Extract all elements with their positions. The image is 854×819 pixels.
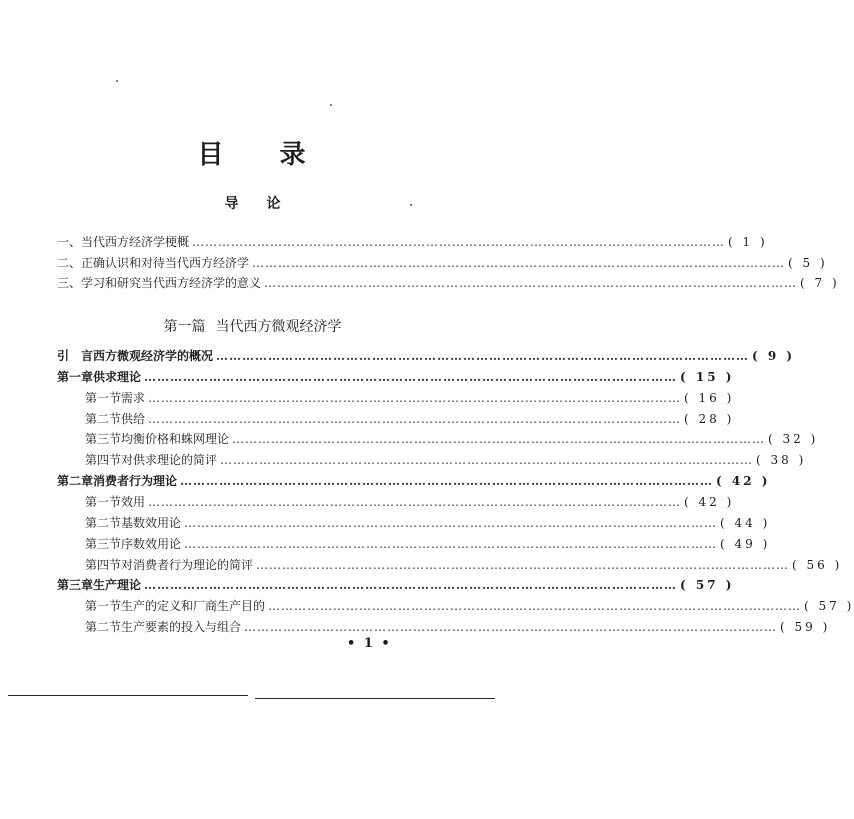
- toc-entry-label: 需求: [121, 391, 146, 405]
- toc-entry: [57, 254, 828, 274]
- dot-leader: ……………………………………………………………………………………………………………: [148, 391, 682, 405]
- dot-leader: ……………………………………………………………………………………………………………: [180, 474, 714, 488]
- toc-entry-label: 供求理论: [93, 370, 142, 384]
- dot-leader: ……………………………………………………………………………………………………………: [268, 599, 802, 613]
- toc-section-entry: [85, 597, 854, 617]
- title-char-1: 目: [197, 140, 226, 170]
- toc-chapter-entry: [57, 472, 771, 492]
- toc-entry-page: ( 57 ): [804, 599, 854, 613]
- toc-entry-page: ( 28 ): [684, 412, 735, 426]
- toc-entry-label: 对消费者行为理论的简评: [121, 558, 254, 572]
- toc-entry-prefix: 第一节: [85, 391, 122, 405]
- toc-section-entry: [85, 410, 735, 430]
- toc-entry-page: ( 44 ): [720, 516, 771, 530]
- toc-entry-page: ( 56 ): [792, 558, 843, 572]
- dot-leader: ……………………………………………………………………………………………………………: [144, 370, 678, 384]
- dot-leader: ……………………………………………………………………………………………………………: [220, 453, 754, 467]
- scan-speck: [330, 104, 332, 106]
- intro-heading-char-2: 论: [266, 196, 281, 212]
- toc-entry-page: ( 32 ): [768, 432, 819, 446]
- dot-leader: ……………………………………………………………………………………………………………: [148, 495, 682, 509]
- toc-entry-page: ( 9 ): [752, 349, 796, 363]
- toc-entry-page: ( 59 ): [780, 620, 831, 634]
- page-title: [0, 134, 505, 171]
- toc-section-entry: [85, 493, 735, 513]
- dot-leader: ……………………………………………………………………………………………………………: [148, 412, 682, 426]
- toc-entry-label: 生产的定义和厂商生产目的: [121, 599, 266, 613]
- dot-leader: ……………………………………………………………………………………………………………: [144, 578, 678, 592]
- toc-entry-page: ( 7 ): [800, 276, 840, 290]
- toc-entry-label: 基数效用论: [121, 516, 182, 530]
- title-char-2: 录: [279, 140, 308, 170]
- toc-entry-prefix: 第一节: [85, 495, 122, 509]
- toc-section-entry: [85, 451, 807, 471]
- scan-speck: [116, 80, 118, 82]
- toc-entry-label: 供给: [121, 412, 146, 426]
- toc-entry-prefix: 第三章: [57, 578, 94, 592]
- toc-section-entry: [85, 430, 819, 450]
- part-title: [0, 316, 505, 336]
- dot-leader: ……………………………………………………………………………………………………………: [216, 349, 750, 363]
- toc-entry-prefix: 第四节: [85, 558, 122, 572]
- toc-section-entry: [85, 535, 771, 555]
- dot-leader: ……………………………………………………………………………………………………………: [184, 537, 718, 551]
- toc-entry-page: ( 42 ): [716, 474, 771, 488]
- toc-section-entry: [85, 618, 831, 638]
- toc-entry-page: ( 16 ): [684, 391, 735, 405]
- toc-section-entry: [85, 556, 843, 576]
- toc-entry-prefix: 第二节: [85, 412, 122, 426]
- toc-entry-label: 一、当代西方经济学梗概: [57, 235, 190, 249]
- scan-line: [255, 698, 495, 699]
- toc-entry-prefix: 第三节: [85, 537, 122, 551]
- toc-entry-label: 生产理论: [93, 578, 142, 592]
- toc-entry-prefix: 第三节: [85, 432, 122, 446]
- dot-leader: ……………………………………………………………………………………………………………: [252, 256, 786, 270]
- part-title-name: 当代西方微观经济学: [215, 319, 342, 335]
- toc-entry-label: 效用: [121, 495, 146, 509]
- scan-line: [8, 695, 248, 696]
- toc-entry-label: 生产要素的投入与组合: [121, 620, 242, 634]
- toc-entry: [57, 274, 840, 294]
- part-title-number: 第一篇: [163, 319, 206, 335]
- toc-entry-prefix: 第四节: [85, 453, 122, 467]
- scan-speck: [410, 204, 412, 206]
- toc-entry-prefix: 第二章: [57, 474, 94, 488]
- dot-leader: ……………………………………………………………………………………………………………: [184, 516, 718, 530]
- toc-entry-page: ( 1 ): [728, 235, 768, 249]
- page-number: • 1 •: [347, 636, 392, 651]
- toc-entry-label: 消费者行为理论: [93, 474, 178, 488]
- toc-entry-label: 三、学习和研究当代西方经济学的意义: [57, 276, 262, 290]
- toc-entry-page: ( 5 ): [788, 256, 828, 270]
- toc-entry-page: ( 49 ): [720, 537, 771, 551]
- toc-section-entry: [85, 514, 771, 534]
- toc-entry: [57, 233, 768, 253]
- dot-leader: ……………………………………………………………………………………………………………: [244, 620, 778, 634]
- dot-leader: ……………………………………………………………………………………………………………: [232, 432, 766, 446]
- toc-section-entry: [85, 389, 735, 409]
- toc-entry-label: 序数效用论: [121, 537, 182, 551]
- toc-entry-prefix: 引 言: [57, 349, 94, 363]
- dot-leader: ……………………………………………………………………………………………………………: [256, 558, 790, 572]
- toc-entry-page: ( 42 ): [684, 495, 735, 509]
- toc-entry-label: 对供求理论的简评: [121, 453, 218, 467]
- toc-entry-page: ( 57 ): [680, 578, 735, 592]
- toc-entry-page: ( 15 ): [680, 370, 735, 384]
- dot-leader: ……………………………………………………………………………………………………………: [264, 276, 798, 290]
- intro-heading: [0, 193, 505, 213]
- toc-entry-label: 二、正确认识和对待当代西方经济学: [57, 256, 250, 270]
- toc-entry-label: 西方微观经济学的概况: [93, 349, 214, 363]
- toc-entry-prefix: 第一节: [85, 599, 122, 613]
- toc-entry-prefix: 第二节: [85, 620, 122, 634]
- toc-chapter-entry: [57, 368, 735, 388]
- toc-entry-prefix: 第一章: [57, 370, 94, 384]
- toc-entry-label: 均衡价格和蛛网理论: [121, 432, 230, 446]
- toc-chapter-entry: [57, 576, 735, 596]
- toc-entry-prefix: 第二节: [85, 516, 122, 530]
- toc-entry-page: ( 38 ): [756, 453, 807, 467]
- intro-heading-char-1: 导: [224, 196, 239, 212]
- toc-chapter-entry: [57, 347, 796, 367]
- dot-leader: ……………………………………………………………………………………………………………: [192, 235, 726, 249]
